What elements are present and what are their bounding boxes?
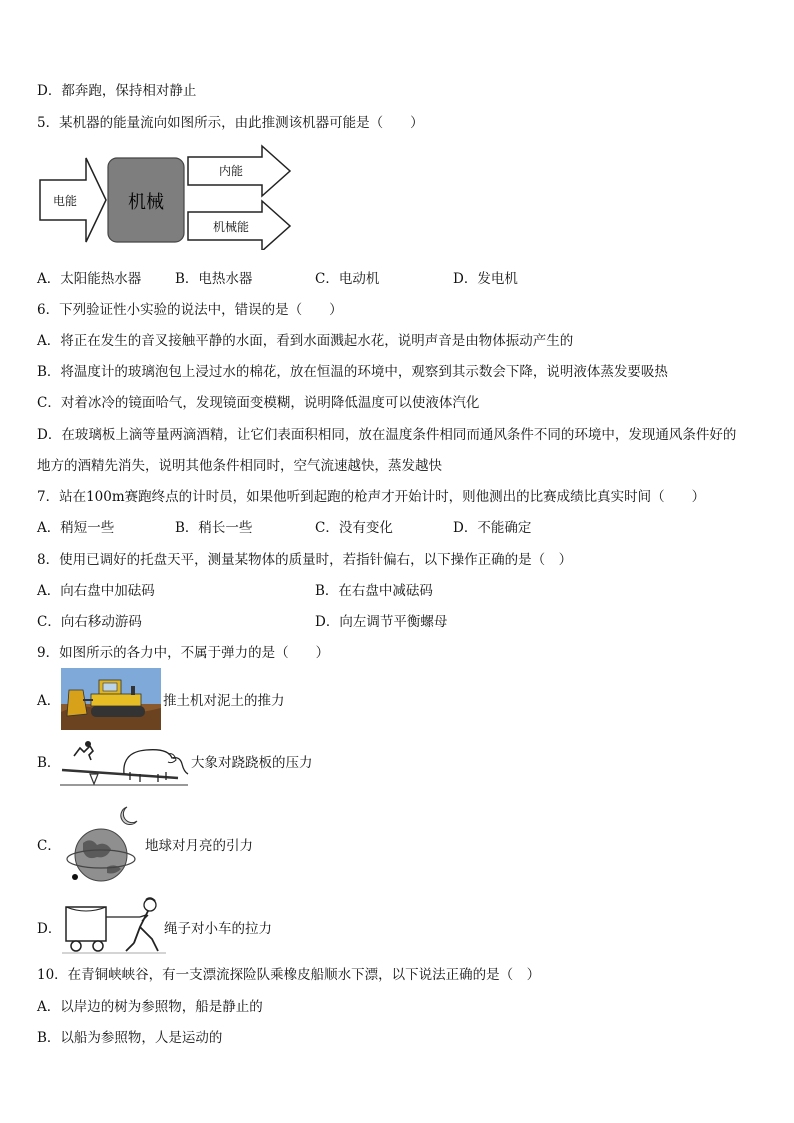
option-c-q09-letter: C．: [37, 838, 61, 854]
option-b-q06: B．将温度计的玻璃泡包上浸过水的棉花，放在恒温的环境中，观察到其示数会下降，说明液体蒸发要吸热: [37, 364, 668, 380]
option-d-q04: D．都奔跑，保持相对静止: [37, 83, 197, 99]
question-5: 5．某机器的能量流向如图所示，由此推测该机器可能是（ ）: [37, 115, 424, 131]
option-d-q07: D．不能确定: [453, 520, 532, 536]
machine-label: 机械: [128, 192, 164, 213]
question-10: 10．在青铜峡峡谷，有一支漂流探险队乘橡皮船顺水下漂，以下说法正确的是（ ）: [37, 967, 541, 983]
option-c-q09-caption: 地球对月亮的引力: [145, 838, 253, 854]
option-b-q10: B．以船为参照物，人是运动的: [37, 1030, 223, 1046]
question-6: 6．下列验证性小实验的说法中，错误的是（ ）: [37, 302, 343, 318]
elephant-seesaw-picture: [60, 734, 190, 790]
option-a-q05: A．太阳能热水器: [37, 271, 142, 287]
option-d-q06-line1: D．在玻璃板上滴等量两滴酒精，让它们表面积相同，放在温度条件相同而通风条件不同的环境中，发现通风条件好的: [37, 427, 737, 443]
option-c-q07: C．没有变化: [315, 520, 393, 536]
option-a-q09-caption: 推土机对泥土的推力: [163, 693, 285, 709]
rope-cart-picture: [62, 895, 166, 957]
option-a-q07: A．稍短一些: [37, 520, 115, 536]
input-arrow-label: 电能: [53, 194, 78, 208]
option-b-q07: B．稍长一些: [175, 520, 253, 536]
output-top-label: 内能: [219, 164, 244, 178]
output-bottom-label: 机械能: [213, 220, 250, 234]
option-a-q10: A．以岸边的树为参照物，船是静止的: [37, 999, 263, 1015]
option-c-q06: C．对着冰冷的镜面哈气，发现镜面变模糊，说明降低温度可以使液体汽化: [37, 395, 480, 411]
option-b-q09-caption: 大象对跷跷板的压力: [191, 755, 313, 771]
energy-flow-diagram: [38, 144, 294, 250]
option-d-q06-line2: 地方的酒精先消失，说明其他条件相同时，空气流速越快，蒸发越快: [37, 458, 442, 474]
option-b-q08: B．在右盘中减砝码: [315, 583, 433, 599]
option-a-q08: A．向右盘中加砝码: [37, 583, 155, 599]
option-d-q05: D．发电机: [453, 271, 518, 287]
question-9: 9．如图所示的各力中，不属于弹力的是（ ）: [37, 645, 330, 661]
option-d-q08: D．向左调节平衡螺母: [315, 614, 448, 630]
bulldozer-picture: [61, 668, 161, 730]
option-d-q09-letter: D．: [37, 921, 62, 937]
option-a-q06: A．将正在发生的音叉接触平静的水面，看到水面溅起水花，说明声音是由物体振动产生的: [37, 333, 574, 349]
option-d-q09-caption: 绳子对小车的拉力: [164, 921, 272, 937]
option-b-q05: B．电热水器: [175, 271, 253, 287]
question-8: 8．使用已调好的托盘天平，测量某物体的质量时，若指针偏右，以下操作正确的是（ ）: [37, 552, 573, 568]
option-c-q08: C．向右移动游码: [37, 614, 142, 630]
question-7: 7．站在100m赛跑终点的计时员，如果他听到起跑的枪声才开始计时，则他测出的比赛成绩比真实时间（ ）: [37, 489, 706, 505]
option-c-q05: C．电动机: [315, 271, 380, 287]
option-b-q09-letter: B．: [37, 755, 61, 771]
earth-moon-picture: [61, 803, 147, 887]
option-a-q09-letter: A．: [37, 693, 61, 709]
